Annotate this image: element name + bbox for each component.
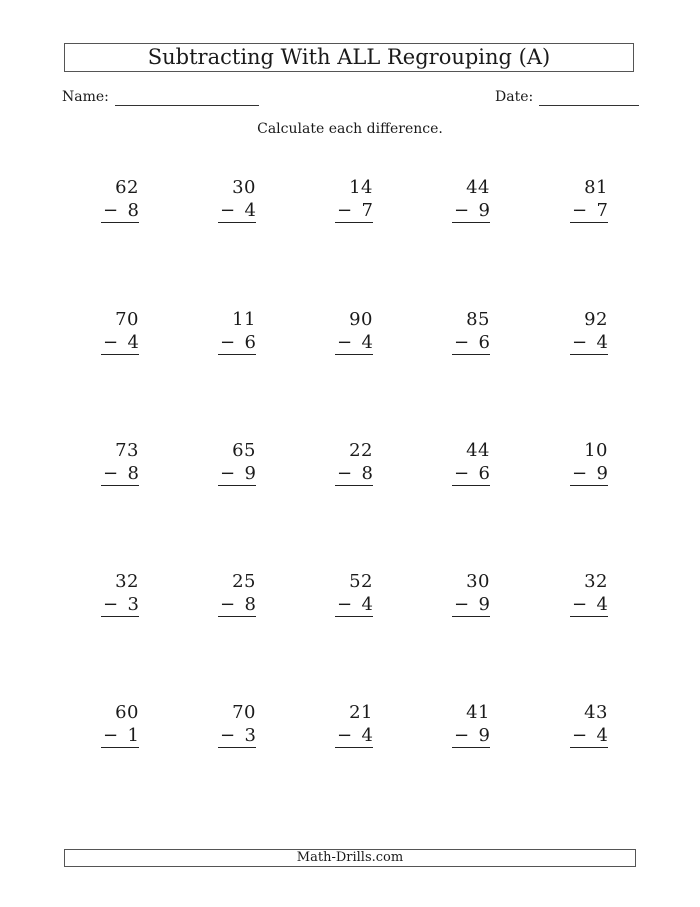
problem-subtrahend-row: [101, 332, 139, 355]
problem-item: [548, 702, 608, 762]
minus-sign: −: [337, 594, 353, 615]
problem-subtrahend-row: [452, 332, 490, 355]
problem-subtrahend-row: [218, 200, 256, 223]
minus-sign: −: [103, 463, 119, 484]
problem-minuend: 41: [466, 702, 490, 723]
problem-item: [196, 177, 256, 237]
problem-minuend: 21: [349, 702, 373, 723]
problem-item: [430, 571, 490, 631]
problem-minuend: 81: [584, 177, 608, 198]
minus-sign: −: [454, 594, 470, 615]
problem-item: [313, 702, 373, 762]
minus-sign: −: [103, 332, 119, 353]
problem-minuend: 65: [232, 440, 256, 461]
problem-subtrahend: 9: [478, 725, 490, 746]
minus-sign: −: [337, 332, 353, 353]
problem-item: [196, 309, 256, 369]
problem-subtrahend: 4: [596, 725, 608, 746]
problem-subtrahend-row: [335, 463, 373, 486]
problem-subtrahend: 7: [596, 200, 608, 221]
problem-subtrahend-row: [101, 200, 139, 223]
problem-item: [79, 702, 139, 762]
minus-sign: −: [337, 463, 353, 484]
problem-minuend: 30: [232, 177, 256, 198]
problem-subtrahend: 1: [127, 725, 139, 746]
problem-minuend: 44: [466, 177, 490, 198]
problem-minuend: 25: [232, 571, 256, 592]
problem-item: [430, 702, 490, 762]
problem-item: [196, 702, 256, 762]
minus-sign: −: [454, 332, 470, 353]
problem-subtrahend: 6: [478, 463, 490, 484]
instructions: Calculate each difference.: [257, 121, 443, 137]
problem-subtrahend-row: [570, 200, 608, 223]
minus-sign: −: [103, 200, 119, 221]
minus-sign: −: [103, 725, 119, 746]
minus-sign: −: [572, 200, 588, 221]
problem-subtrahend-row: [101, 725, 139, 748]
footer: Math-Drills.com: [64, 849, 636, 867]
date-label: Date:: [495, 89, 534, 105]
problem-subtrahend-row: [335, 332, 373, 355]
problem-item: [548, 571, 608, 631]
problem-subtrahend-row: [218, 594, 256, 617]
problem-minuend: 10: [584, 440, 608, 461]
minus-sign: −: [572, 594, 588, 615]
problem-subtrahend: 3: [244, 725, 256, 746]
minus-sign: −: [454, 200, 470, 221]
problem-item: [313, 571, 373, 631]
problem-subtrahend-row: [218, 463, 256, 486]
problem-subtrahend-row: [570, 725, 608, 748]
minus-sign: −: [220, 200, 236, 221]
problem-subtrahend-row: [570, 594, 608, 617]
minus-sign: −: [103, 594, 119, 615]
problem-subtrahend: 8: [244, 594, 256, 615]
problem-subtrahend: 4: [596, 332, 608, 353]
problem-item: [430, 440, 490, 500]
problem-subtrahend-row: [452, 725, 490, 748]
problem-subtrahend-row: [452, 594, 490, 617]
problem-subtrahend-row: [218, 725, 256, 748]
problem-subtrahend: 4: [361, 725, 373, 746]
problem-minuend: 30: [466, 571, 490, 592]
minus-sign: −: [454, 463, 470, 484]
problem-subtrahend: 8: [361, 463, 373, 484]
problem-item: [430, 177, 490, 237]
problem-subtrahend: 9: [244, 463, 256, 484]
problem-minuend: 70: [232, 702, 256, 723]
problem-minuend: 43: [584, 702, 608, 723]
problem-subtrahend: 8: [127, 200, 139, 221]
problem-subtrahend: 7: [361, 200, 373, 221]
problem-subtrahend: 8: [127, 463, 139, 484]
problem-subtrahend: 4: [596, 594, 608, 615]
problem-minuend: 90: [349, 309, 373, 330]
problem-subtrahend-row: [452, 200, 490, 223]
minus-sign: −: [572, 332, 588, 353]
problem-subtrahend: 4: [244, 200, 256, 221]
minus-sign: −: [220, 332, 236, 353]
problem-subtrahend-row: [335, 594, 373, 617]
problem-item: [313, 440, 373, 500]
problem-item: [548, 440, 608, 500]
problem-subtrahend: 9: [478, 200, 490, 221]
name-label: Name:: [62, 89, 109, 105]
problem-item: [313, 177, 373, 237]
problem-subtrahend-row: [101, 594, 139, 617]
problem-subtrahend: 4: [361, 332, 373, 353]
problem-item: [313, 309, 373, 369]
problem-minuend: 92: [584, 309, 608, 330]
problem-item: [79, 177, 139, 237]
problem-subtrahend-row: [335, 200, 373, 223]
problem-minuend: 52: [349, 571, 373, 592]
minus-sign: −: [572, 463, 588, 484]
problem-item: [196, 440, 256, 500]
problem-subtrahend: 9: [478, 594, 490, 615]
minus-sign: −: [220, 725, 236, 746]
problem-minuend: 73: [115, 440, 139, 461]
problem-minuend: 62: [115, 177, 139, 198]
minus-sign: −: [220, 594, 236, 615]
problem-minuend: 85: [466, 309, 490, 330]
problem-minuend: 70: [115, 309, 139, 330]
problem-minuend: 32: [115, 571, 139, 592]
problem-minuend: 60: [115, 702, 139, 723]
problem-subtrahend-row: [452, 463, 490, 486]
problem-subtrahend: 6: [478, 332, 490, 353]
problem-item: [430, 309, 490, 369]
problem-item: [196, 571, 256, 631]
problem-minuend: 22: [349, 440, 373, 461]
minus-sign: −: [337, 725, 353, 746]
minus-sign: −: [337, 200, 353, 221]
worksheet-title: Subtracting With ALL Regrouping (A): [64, 43, 634, 72]
problem-subtrahend-row: [570, 332, 608, 355]
problem-subtrahend: 3: [127, 594, 139, 615]
minus-sign: −: [220, 463, 236, 484]
problem-minuend: 44: [466, 440, 490, 461]
problem-minuend: 32: [584, 571, 608, 592]
problem-subtrahend: 4: [361, 594, 373, 615]
problem-subtrahend: 6: [244, 332, 256, 353]
problem-subtrahend: 4: [127, 332, 139, 353]
problem-item: [548, 309, 608, 369]
problem-subtrahend-row: [335, 725, 373, 748]
problem-item: [79, 571, 139, 631]
problem-subtrahend-row: [570, 463, 608, 486]
problem-item: [79, 309, 139, 369]
problem-subtrahend: 9: [596, 463, 608, 484]
problem-item: [79, 440, 139, 500]
minus-sign: −: [454, 725, 470, 746]
problem-subtrahend-row: [218, 332, 256, 355]
problem-minuend: 11: [232, 309, 256, 330]
problem-item: [548, 177, 608, 237]
minus-sign: −: [572, 725, 588, 746]
problem-subtrahend-row: [101, 463, 139, 486]
problem-minuend: 14: [349, 177, 373, 198]
